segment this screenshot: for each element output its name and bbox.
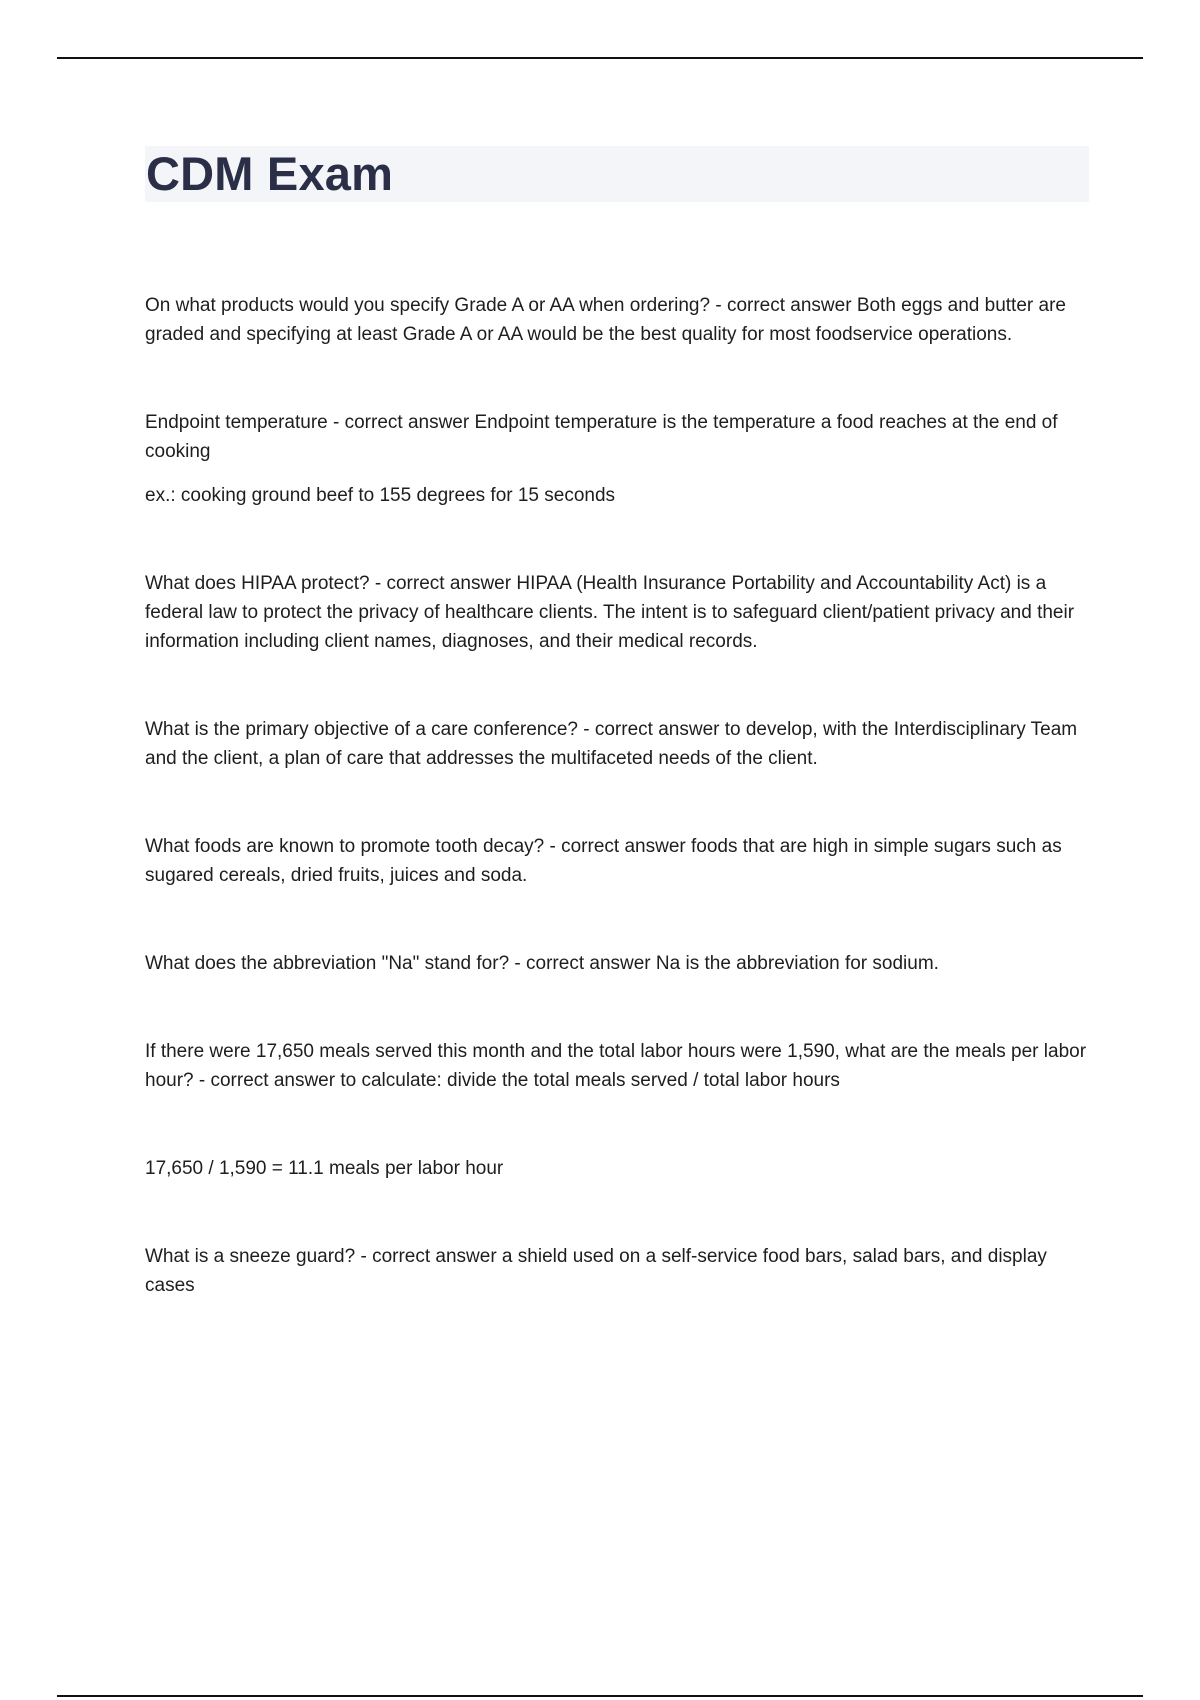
qa-entry-sneeze-guard: What is a sneeze guard? - correct answer a shield used on a self-service food bars, salad bars, and display cases <box>145 1246 1047 1296</box>
qa-content <box>145 291 1095 1300</box>
qa-entry-meals-per-hour: If there were 17,650 meals served this month and the total labor hours were 1,590, what are the meals per labor hour? - correct answer to calculate: divide the total meals served / total labor hours <box>145 1041 1087 1091</box>
qa-entry-care-conference: What is the primary objective of a care conference? - correct answer to develop, with the Interdisciplinary Team and the client, a plan of care that addresses the multifaceted needs of the client. <box>145 719 1078 769</box>
qa-entry-sodium: What does the abbreviation "Na" stand for? - correct answer Na is the abbreviation for sodium. <box>145 953 939 974</box>
qa-entry-endpoint: Endpoint temperature - correct answer Endpoint temperature is the temperature a food reaches at the end of cooking <box>145 412 1058 462</box>
qa-entry-tooth-decay: What foods are known to promote tooth decay? - correct answer foods that are high in simple sugars such as sugared cereals, dried fruits, juices and soda. <box>145 836 1062 886</box>
qa-entry-endpoint-example: ex.: cooking ground beef to 155 degrees for 15 seconds <box>145 485 616 506</box>
qa-entry-grade: On what products would you specify Grade A or AA when ordering? - correct answer Both eggs and butter are graded and specifying at least Grade A or AA would be the best quality for most foodservice operations. <box>145 295 1066 345</box>
bottom-rule <box>57 1695 1143 1697</box>
top-rule <box>57 57 1143 59</box>
document-title: CDM Exam <box>146 147 394 200</box>
qa-entry-calculation: 17,650 / 1,590 = 11.1 meals per labor hour <box>145 1158 504 1179</box>
qa-entry-hipaa: What does HIPAA protect? - correct answer HIPAA (Health Insurance Portability and Accountability Act) is a federal law to protect the privacy of healthcare clients. The intent is to safeguard client/patient privacy and their information including client names, diagnoses, and their medical records. <box>145 573 1075 652</box>
